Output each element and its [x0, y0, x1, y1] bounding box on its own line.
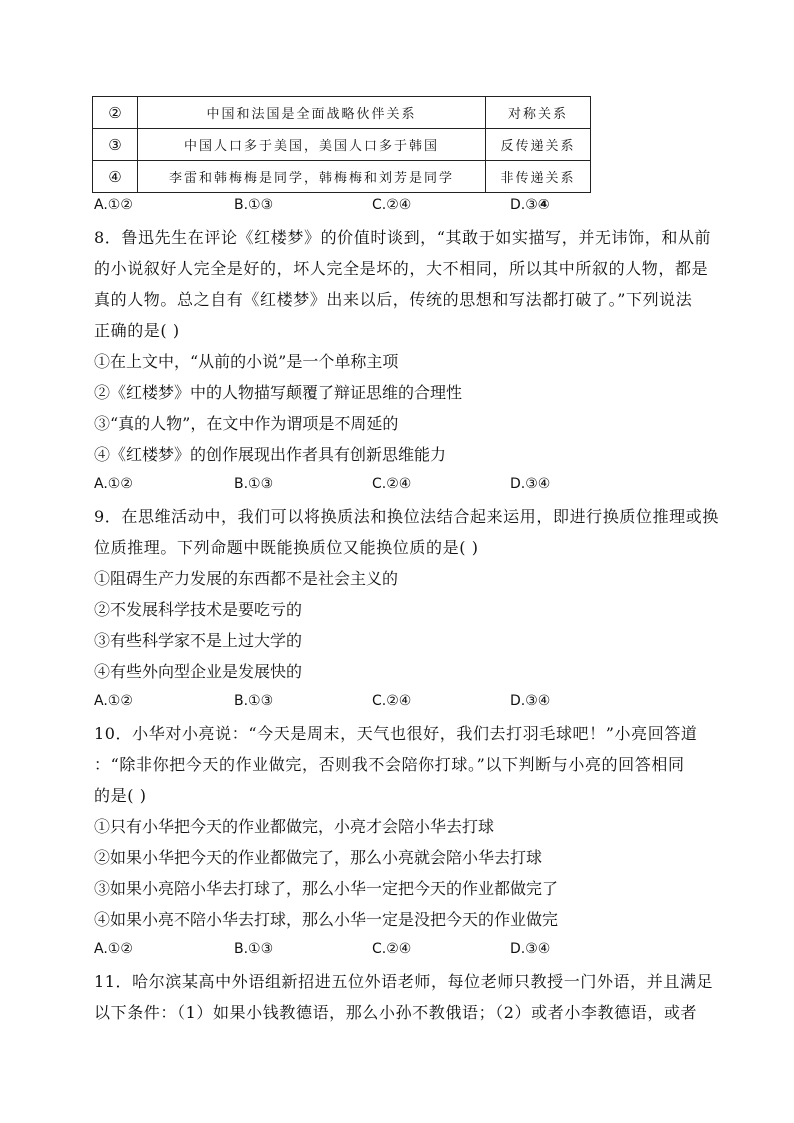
relation-table [92, 96, 591, 193]
q11-stem-line: 以下条件：（1）如果小钱教德语，那么小孙不教俄语；（2）或者小李教德语，或者 [94, 1003, 698, 1022]
option-d[interactable]: D.③④ [510, 476, 551, 492]
row-relation: 反传递关系 [486, 129, 591, 161]
q8-stem-line: 的小说叙好人完全是好的，坏人完全是坏的，大不相同，所以其中所叙的人物，都是 [94, 259, 709, 278]
option-c[interactable]: C.②④ [372, 197, 412, 213]
option-d[interactable]: D.③④ [510, 941, 551, 957]
q8-item: ①在上文中，“从前的小说”是一个单称主项 [94, 352, 399, 371]
q9-item: ①阻碍生产力发展的东西都不是社会主义的 [94, 569, 399, 588]
option-b[interactable]: B.①③ [234, 693, 274, 709]
q8-item: ②《红楼梦》中的人物描写颠覆了辩证思维的合理性 [94, 383, 463, 402]
q8-stem-line: 真的人物。总之自有《红楼梦》出来以后，传统的思想和写法都打破了。”下列说法 [94, 290, 693, 309]
q9-stem-line: 位质推理。下列命题中既能换质位又能换位质的是( ) [94, 538, 479, 557]
q10-options [94, 941, 714, 961]
q8-stem-line: 正确的是( ) [94, 321, 180, 340]
q9-options [94, 693, 714, 713]
option-a[interactable]: A.①② [94, 197, 133, 213]
q8-item: ③“真的人物”，在文中作为谓项是不周延的 [94, 414, 399, 433]
option-d-prefix: D.③ [510, 197, 538, 213]
q8-item: ④《红楼梦》的创作展现出作者具有创新思维能力 [94, 445, 447, 464]
option-c[interactable]: C.②④ [372, 476, 412, 492]
option-b[interactable]: B.①③ [234, 476, 274, 492]
q8-options [94, 476, 714, 496]
option-b[interactable]: B.①③ [234, 941, 274, 957]
q9-item: ③有些科学家不是上过大学的 [94, 631, 303, 650]
row-number: ② [93, 97, 138, 129]
q10-item: ①只有小华把今天的作业都做完，小亮才会陪小华去打球 [94, 817, 495, 836]
q10-item: ③如果小亮陪小华去打球了，那么小华一定把今天的作业都做完了 [94, 879, 559, 898]
q9-item: ④有些外向型企业是发展快的 [94, 662, 303, 681]
table-row [93, 129, 591, 161]
q7-options [94, 197, 714, 217]
option-c[interactable]: C.②④ [372, 693, 412, 709]
option-d-suffix: ④ [537, 197, 550, 213]
option-d[interactable] [510, 197, 550, 213]
q10-stem-line: 10．小华对小亮说：“今天是周末，天气也很好，我们去打羽毛球吧！”小亮回答道 [94, 724, 698, 743]
option-c[interactable]: C.②④ [372, 941, 412, 957]
row-number: ③ [93, 129, 138, 161]
row-statement: 中国人口多于美国，美国人口多于韩国 [138, 129, 486, 161]
row-relation: 非传递关系 [486, 161, 591, 193]
row-relation: 对称关系 [486, 97, 591, 129]
row-statement: 中国和法国是全面战略伙伴关系 [138, 97, 486, 129]
option-b[interactable]: B.①③ [234, 197, 274, 213]
q10-stem-line: ：“除非你把今天的作业做完，否则我不会陪你打球。”以下判断与小亮的回答相同 [94, 755, 685, 774]
option-a[interactable]: A.①② [94, 693, 133, 709]
q10-item: ④如果小亮不陪小华去打球，那么小华一定是没把今天的作业做完 [94, 910, 559, 929]
q11-stem-line: 11．哈尔滨某高中外语组新招进五位外语老师，每位老师只教授一门外语，并且满足 [94, 972, 714, 991]
row-statement: 李雷和韩梅梅是同学，韩梅梅和刘芳是同学 [138, 161, 486, 193]
q9-stem-line: 9．在思维活动中，我们可以将换质法和换位法结合起来运用，即进行换质位推理或换 [94, 507, 719, 526]
q8-stem-line: 8．鲁迅先生在评论《红楼梦》的价值时谈到，“其敢于如实描写，并无讳饰，和从前 [94, 228, 712, 247]
q10-item: ②如果小华把今天的作业都做完了，那么小亮就会陪小华去打球 [94, 848, 543, 867]
option-a[interactable]: A.①② [94, 476, 133, 492]
q9-item: ②不发展科学技术是要吃亏的 [94, 600, 303, 619]
table-row [93, 161, 591, 193]
table-row [93, 97, 591, 129]
q10-stem-line: 的是( ) [94, 786, 147, 805]
option-a[interactable]: A.①② [94, 941, 133, 957]
option-d[interactable]: D.③④ [510, 693, 551, 709]
row-number: ④ [93, 161, 138, 193]
